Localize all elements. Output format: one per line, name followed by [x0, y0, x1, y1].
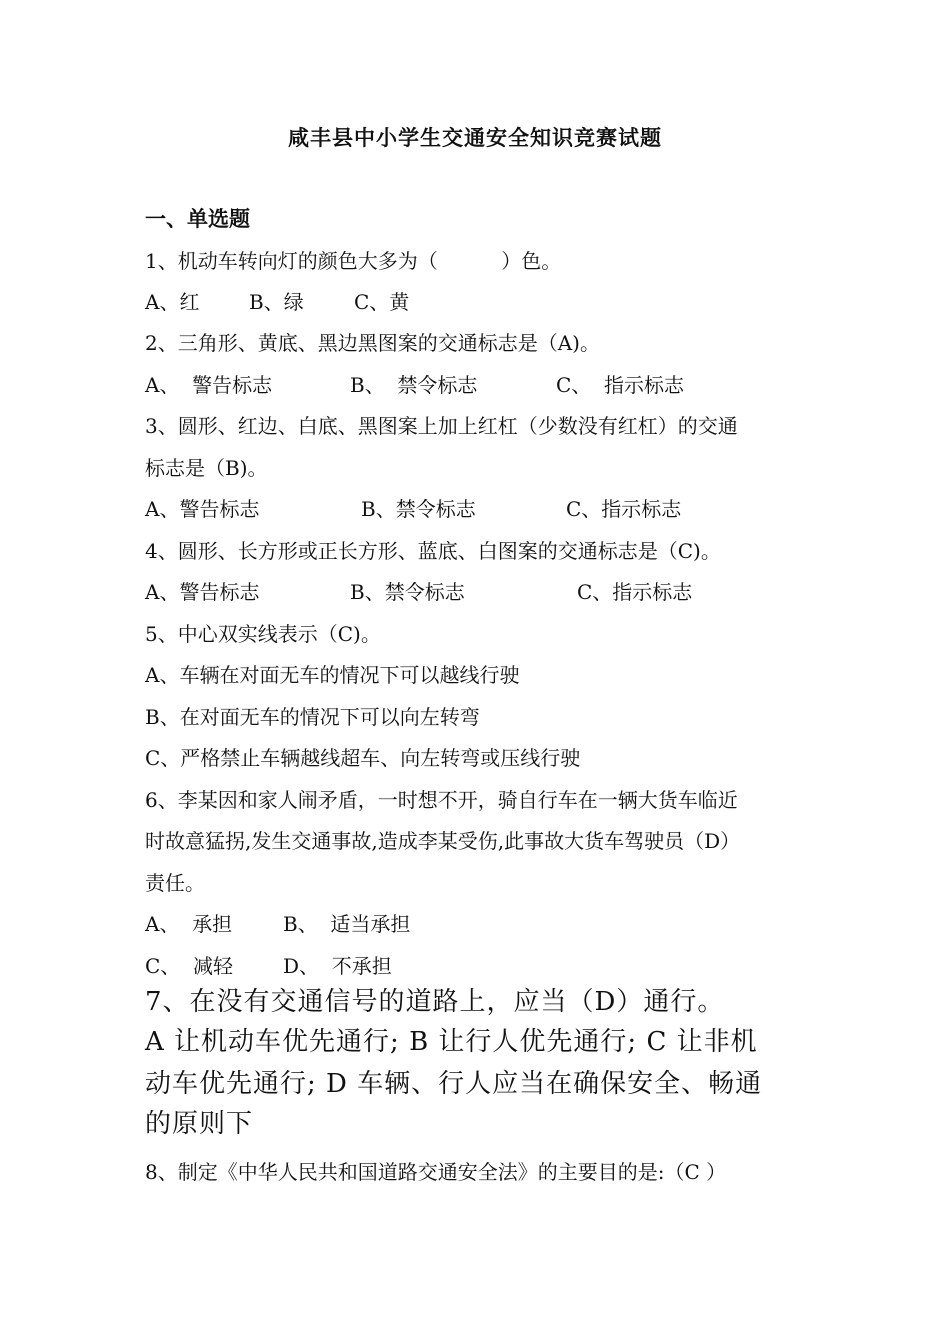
q6-option-a: A、 承担: [145, 912, 233, 936]
q7-options-line-1: A 让机动车优先通行; B 让行人优先通行; C 让非机: [145, 1027, 758, 1057]
question-6-line-2: 时故意猛拐,发生交通事故,造成李某受伤,此事故大货车驾驶员（D）: [145, 829, 741, 853]
q2-option-a: A、 警告标志: [145, 373, 273, 397]
question-8: 8、制定《中华人民共和国道路交通安全法》的主要目的是:（C ）: [145, 1160, 727, 1184]
q1-option-b: B、绿: [249, 290, 304, 314]
question-4: 4、圆形、长方形或正长方形、蓝底、白图案的交通标志是（C)。: [145, 539, 721, 563]
q3-option-a: A、警告标志: [145, 497, 260, 521]
q1-option-a: A、红: [145, 290, 200, 314]
q4-option-b: B、禁令标志: [350, 580, 465, 604]
q4-option-a: A、警告标志: [145, 580, 260, 604]
q1-option-c: C、黄: [354, 290, 410, 314]
question-5: 5、中心双实线表示（C)。: [145, 622, 381, 646]
q5-option-b: B、在对面无车的情况下可以向左转弯: [145, 705, 480, 729]
q2-option-b: B、 禁令标志: [350, 373, 478, 397]
q6-option-c: C、 减轻: [145, 954, 234, 978]
q5-option-c: C、严格禁止车辆越线超车、向左转弯或压线行驶: [145, 746, 581, 770]
question-3-line-1: 3、圆形、红边、白底、黑图案上加上红杠（少数没有红杠）的交通: [145, 414, 738, 438]
question-2: 2、三角形、黄底、黑边黑图案的交通标志是（A)。: [145, 331, 600, 355]
q3-option-c: C、指示标志: [566, 497, 682, 521]
question-6-line-3: 责任。: [145, 871, 205, 895]
q6-option-b: B、 适当承担: [283, 912, 411, 936]
q7-options-line-2: 动车优先通行; D 车辆、行人应当在确保安全、畅通: [145, 1069, 763, 1099]
page-title: 咸丰县中小学生交通安全知识竞赛试题: [288, 126, 662, 150]
question-7: 7、在没有交通信号的道路上，应当（D）通行。: [145, 987, 725, 1017]
q3-option-b: B、禁令标志: [361, 497, 476, 521]
question-3-line-2: 标志是（B)。: [145, 456, 268, 480]
q4-option-c: C、指示标志: [577, 580, 693, 604]
q6-option-d: D、 不承担: [283, 954, 392, 978]
question-6-line-1: 6、李某因和家人闹矛盾，一时想不开，骑自行车在一辆大货车临近: [145, 788, 738, 812]
question-1: 1、机动车转向灯的颜色大多为（ ）色。: [145, 249, 562, 273]
q2-option-c: C、 指示标志: [556, 373, 685, 397]
q7-options-line-3: 的原则下: [145, 1109, 254, 1139]
q5-option-a: A、车辆在对面无车的情况下可以越线行驶: [145, 663, 520, 687]
section-heading: 一、单选题: [145, 207, 250, 231]
